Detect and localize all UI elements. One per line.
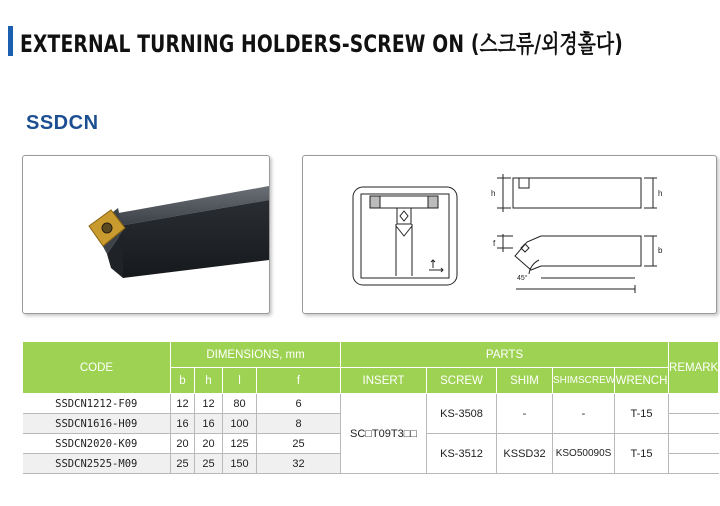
cell-h: 16	[195, 414, 223, 434]
cell-l: 100	[223, 414, 257, 434]
spec-table	[22, 341, 719, 474]
cell-b: 20	[171, 434, 195, 454]
cell-f: 25	[257, 434, 341, 454]
cell-l: 125	[223, 434, 257, 454]
dim-label-h-left: h	[491, 189, 496, 198]
header-dim-h: h	[195, 368, 223, 394]
cell-shim: KSSD32	[497, 434, 553, 474]
dim-label-h-right: h	[658, 189, 663, 198]
header-parts: PARTS	[341, 342, 669, 368]
cell-l: 150	[223, 454, 257, 474]
cell-code: SSDCN1616-H09	[23, 414, 171, 434]
table-row	[23, 394, 719, 414]
cell-shim: -	[497, 394, 553, 434]
cell-h: 12	[195, 394, 223, 414]
header-screw: SCREW	[427, 368, 497, 394]
page-title: EXTERNAL TURNING HOLDERS-SCREW ON (스크류/외경홀다)	[20, 30, 623, 58]
header-wrench: WRENCH	[615, 368, 669, 394]
title-accent-bar	[8, 26, 13, 56]
tool-holder-illustration	[23, 156, 269, 313]
cell-f: 6	[257, 394, 341, 414]
cell-remark	[669, 414, 719, 434]
cell-shimscrew: -	[553, 394, 615, 434]
product-photo-panel	[22, 155, 270, 314]
cell-code: SSDCN1212-F09	[23, 394, 171, 414]
cell-h: 20	[195, 434, 223, 454]
header-dimensions: DIMENSIONS, mm	[171, 342, 341, 368]
dim-label-b: b	[658, 246, 663, 255]
dim-label-f: f	[493, 239, 496, 248]
cell-shimscrew: KSO50090S	[553, 434, 615, 474]
header-dim-f: f	[257, 368, 341, 394]
cell-b: 12	[171, 394, 195, 414]
cell-b: 25	[171, 454, 195, 474]
cell-insert: SC□T09T3□□	[341, 394, 427, 474]
cell-f: 8	[257, 414, 341, 434]
technical-drawing-panel	[302, 155, 717, 314]
cell-code: SSDCN2020-K09	[23, 434, 171, 454]
cell-h: 25	[195, 454, 223, 474]
cell-f: 32	[257, 454, 341, 474]
cell-remark	[669, 454, 719, 474]
header-shimscrew: SHIMSCREW	[553, 368, 615, 394]
cell-remark	[669, 434, 719, 454]
model-name: SSDCN	[26, 112, 99, 134]
cell-wrench: T-15	[615, 434, 669, 474]
cell-l: 80	[223, 394, 257, 414]
cell-screw: KS-3512	[427, 434, 497, 474]
cell-screw: KS-3508	[427, 394, 497, 434]
cell-b: 16	[171, 414, 195, 434]
cell-remark	[669, 394, 719, 414]
header-code: CODE	[23, 342, 171, 394]
technical-drawing	[303, 156, 716, 313]
cell-code: SSDCN2525-M09	[23, 454, 171, 474]
cell-wrench: T-15	[615, 394, 669, 434]
dim-label-angle: 45°	[517, 275, 528, 282]
header-remark: REMARK	[669, 342, 719, 394]
header-dim-l: l	[223, 368, 257, 394]
header-insert: INSERT	[341, 368, 427, 394]
header-shim: SHIM	[497, 368, 553, 394]
header-dim-b: b	[171, 368, 195, 394]
